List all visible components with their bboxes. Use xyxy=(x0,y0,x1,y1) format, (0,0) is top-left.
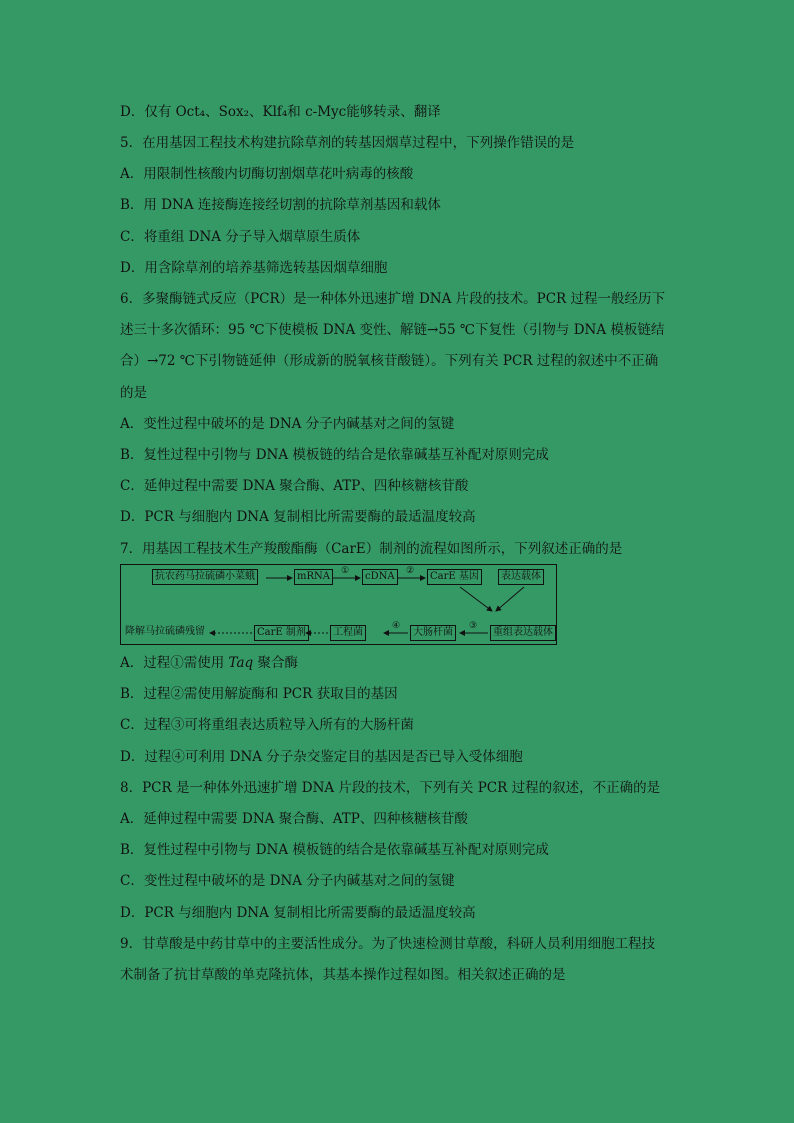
q6-stem-line2: 述三十多次循环：95 ℃下使模板 DNA 变性、解链→55 ℃下复性（引物与 DNA 模板链结 xyxy=(120,322,665,338)
step3-marker: ③ xyxy=(469,621,478,631)
flow-box-product: CarE 制剂 xyxy=(254,625,309,641)
q6-option-d: D．PCR 与细胞内 DNA 复制相比所需要酶的最适温度较高 xyxy=(120,509,476,525)
q6-stem-line1: 6．多聚酶链式反应（PCR）是一种体外迅速扩增 DNA 片段的技术。PCR 过程一般经历下 xyxy=(120,291,666,307)
flow-box-cdna: cDNA xyxy=(362,569,398,585)
flow-box-ecoli: 大肠杆菌 xyxy=(410,625,456,641)
flow-box-mrna: mRNA xyxy=(294,569,333,585)
q9-stem-line2: 术制备了抗甘草酸的单克隆抗体，其基本操作过程如图。相关叙述正确的是 xyxy=(120,967,566,983)
q8-option-b: B．复性过程中引物与 DNA 模板链的结合是依靠碱基互补配对原则完成 xyxy=(120,842,549,858)
q5-option-b: B．用 DNA 连接酶连接经切割的抗除草剂基因和载体 xyxy=(120,197,441,213)
q6-stem-line3: 合）→72 ℃下引物链延伸（形成新的脱氧核苷酸链）。下列有关 PCR 过程的叙述中不正确 xyxy=(120,353,659,369)
step2-marker: ② xyxy=(406,566,415,576)
q7-option-a-pre: A．过程①需使用 xyxy=(120,655,229,671)
q7-stem: 7．用基因工程技术生产羧酸酯酶（CarE）制剂的流程如图所示，下列叙述正确的是 xyxy=(120,541,623,557)
q8-option-a: A．延伸过程中需要 DNA 聚合酶、ATP、四种核糖核苷酸 xyxy=(120,811,468,827)
q6-option-c: C．延伸过程中需要 DNA 聚合酶、ATP、四种核糖核苷酸 xyxy=(120,478,469,494)
q6-option-a: A．变性过程中破坏的是 DNA 分子内碱基对之间的氢键 xyxy=(120,416,455,432)
q9-stem-line1: 9．甘草酸是中药甘草中的主要活性成分。为了快速检测甘草酸，科研人员利用细胞工程技 xyxy=(120,936,656,952)
q6-option-b: B．复性过程中引物与 DNA 模板链的结合是依靠碱基互补配对原则完成 xyxy=(120,447,549,463)
arrow-gene-to-recombinant xyxy=(460,587,492,611)
q7-option-a xyxy=(120,654,298,672)
q7-option-c: C．过程③可将重组表达质粒导入所有的大肠杆菌 xyxy=(120,717,414,733)
step1-marker: ① xyxy=(341,566,350,576)
flow-box-source: 抗农药马拉硫磷小菜蛾 xyxy=(152,569,258,585)
q6-stem-line4: 的是 xyxy=(120,385,147,401)
flow-box-engineered: 工程菌 xyxy=(330,625,366,641)
flow-box-vector: 表达载体 xyxy=(498,569,544,585)
q7-option-b: B．过程②需使用解旋酶和 PCR 获取目的基因 xyxy=(120,686,398,702)
flow-box-gene: CarE 基因 xyxy=(427,569,482,585)
q7-option-d: D．过程④可利用 DNA 分子杂交鉴定目的基因是否已导入受体细胞 xyxy=(120,749,523,765)
q8-option-c: C．变性过程中破坏的是 DNA 分子内碱基对之间的氢键 xyxy=(120,873,455,889)
q7-option-a-post: 聚合酶 xyxy=(253,655,298,671)
q5-option-d: D．用含除草剂的培养基筛选转基因烟草细胞 xyxy=(120,260,388,276)
flow-label-use: 降解马拉硫磷残留 xyxy=(125,626,205,637)
q4-option-d: D．仅有 Oct₄、Sox₂、Klf₄和 c-Myc能够转录、翻译 xyxy=(120,104,441,120)
arrow-vector-to-recombinant xyxy=(496,587,524,611)
flow-box-recombinant: 重组表达载体 xyxy=(490,625,556,641)
q5-option-a: A．用限制性核酸内切酶切割烟草花叶病毒的核酸 xyxy=(120,166,414,182)
q7-option-a-taq: Taq xyxy=(228,655,254,671)
q5-stem: 5．在用基因工程技术构建抗除草剂的转基因烟草过程中，下列操作错误的是 xyxy=(120,135,575,151)
q8-option-d: D．PCR 与细胞内 DNA 复制相比所需要酶的最适温度较高 xyxy=(120,905,476,921)
q5-option-c: C．将重组 DNA 分子导入烟草原生质体 xyxy=(120,229,361,245)
step4-marker: ④ xyxy=(392,621,401,631)
q8-stem: 8．PCR 是一种体外迅速扩增 DNA 片段的技术，下列有关 PCR 过程的叙述，不正确的是 xyxy=(120,780,661,796)
q7-flow-diagram xyxy=(120,564,558,646)
